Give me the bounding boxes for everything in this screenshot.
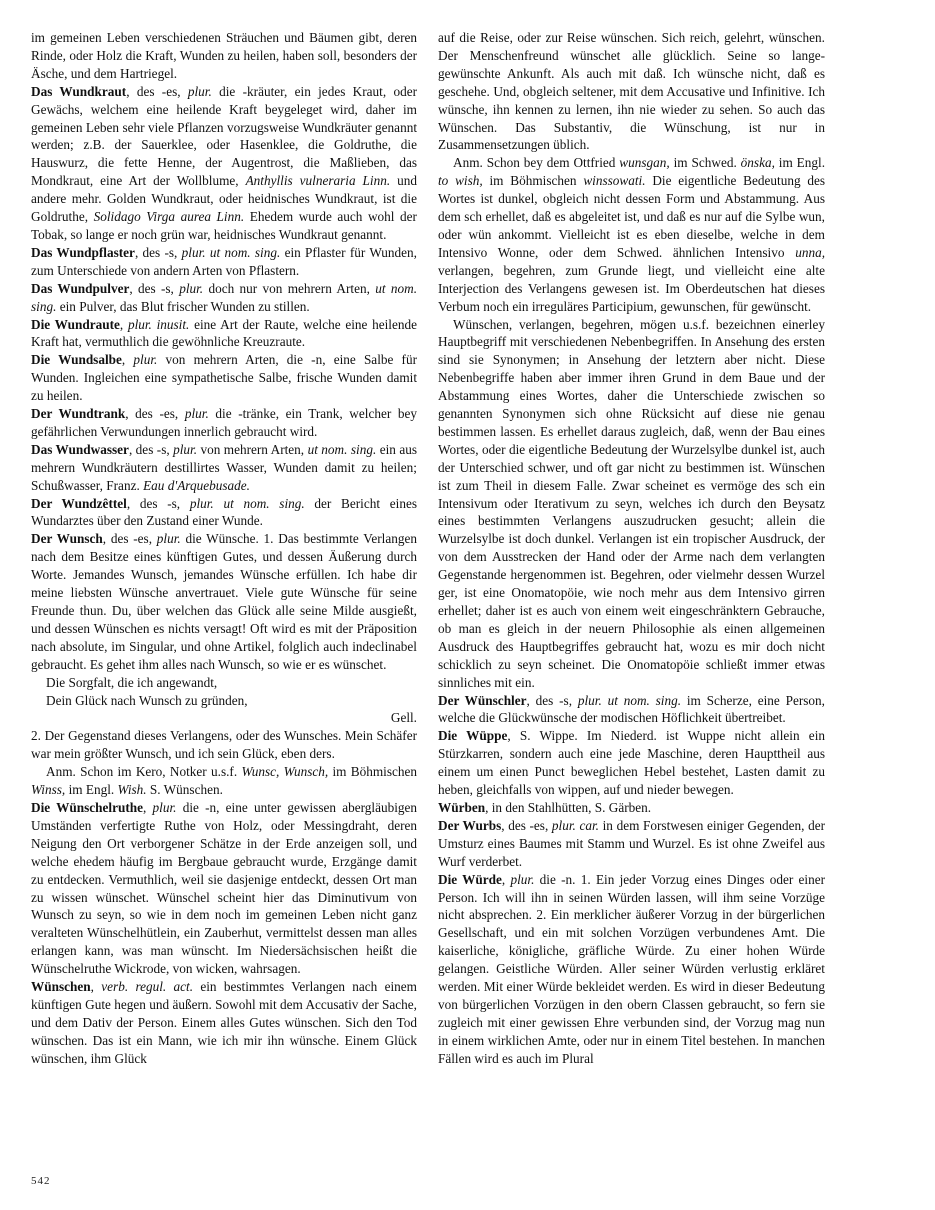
italic-text: plur. inusit. xyxy=(127,316,190,332)
text-run: , des -s, xyxy=(129,280,180,296)
text-run: verlangen, begehren, zum Grunde liegt, und vielleicht eine alte Interjection des Verlangens gewesen ist. Im Oberdeutschen hat dieses Verbum noch ein irreguläres Participium, gewunschen, für gewünscht. xyxy=(438,262,825,314)
text-run: ein Pflaster für Wunden, zum Unterschiede von andern Arten von Pflastern. xyxy=(31,244,417,278)
right-column xyxy=(438,29,825,1068)
left-paragraph xyxy=(31,351,417,405)
text-run: , des -s, xyxy=(134,244,182,260)
text-run: eine Art der Raute, welche eine heilende Kraft hat, vermuthlich die gewöhnliche Kreuzraute. xyxy=(31,316,417,350)
italic-text: plur. xyxy=(133,352,158,368)
italic-text: winssowati. xyxy=(583,173,646,189)
headword: Die Wüppe xyxy=(438,728,508,744)
text-run: , des -es, xyxy=(501,817,552,833)
text-run: Anm. Schon bey dem Ottfried xyxy=(453,155,620,171)
text-run: im Schwed. xyxy=(669,155,741,171)
italic-text: plur. xyxy=(179,280,204,296)
left-paragraph xyxy=(31,280,417,316)
italic-text: wunsgan, xyxy=(619,155,670,171)
italic-text: Wish. xyxy=(117,782,147,798)
italic-text: unna, xyxy=(795,244,825,260)
text-run: die -n. 1. Ein jeder Vorzug eines Dinges oder einer Person. Ich will ihn in seinen Würden lassen, will ihm seine Vorzüge nicht absprechen. 2. Ein merklicher äußerer Vorzug in der bürgerlichen Gesellschaft, und ein mit solchen Vorzügen verbundenes Amt. Die kaiserliche, königliche, gräfliche Würde. Zu einer hohen Würde gelangen. Geistliche Würden. Aller seiner Würden verlustig erkläret werden. Mit einer Würde bekleidet werden. Es wird in dieser Bedeutung von bürgerlichen Vorzügen in den obern Classen gebraucht, so fern sie zugleich mit einer gewissen Ehre verbunden sind, der Vorzug mag nun in einem wirklichen Amte, oder nur in einem Titel bestehen. In manchen Fällen wird es auch im Plural xyxy=(438,871,825,1066)
text-run: , des -es, xyxy=(125,406,185,422)
page-number: 542 xyxy=(31,1175,51,1187)
left-paragraph xyxy=(31,495,417,531)
italic-text: to wish, xyxy=(438,173,483,189)
italic-text: plur. xyxy=(156,531,181,547)
left-paragraph xyxy=(31,692,417,710)
text-run: , des -s, xyxy=(526,692,578,708)
text-run: , S. Wippe. Im Niederd. ist Wuppe nicht allein ein Stürzkarren, sondern auch eine jede Maschine, deren Haupttheil aus einem um einen Punct beweglichen Hebel bestehet, Lasten damit zu heben, gleichfalls von wippen, auf und nieder bewegen. xyxy=(438,728,825,798)
italic-text: plur. ut nom. sing. xyxy=(189,495,305,511)
italic-text: önska, xyxy=(740,155,775,171)
text-run: , xyxy=(90,979,102,995)
headword: Würben xyxy=(438,799,486,815)
italic-text: plur. xyxy=(152,799,177,815)
left-paragraph xyxy=(31,441,417,495)
text-run: in dem Forstwesen einiger Gegenden, der Umsturz eines Baumes mit Stamm und Wurzel. Es ist ohne Zweifel aus Wurf verderbet. xyxy=(438,817,825,869)
headword: Der Wundtrank xyxy=(31,406,126,422)
italic-text: plur. xyxy=(184,406,209,422)
left-paragraph xyxy=(31,29,417,83)
headword: Das Wundpulver xyxy=(31,280,130,296)
italic-text: Wunsc, Wunsch, xyxy=(241,764,329,780)
text-run: die -n, eine unter gewissen abergläubigen Umständen verfertigte Ruthe von Holz, oder Messingdraht, deren Neigung den Ort verborgener Schätze in der Erde anzeigen soll, und welche ehedem häufig im Bergbaue gebraucht wurde, Erzgänge damit zu entdecken. Vermuthlich, weil sie dasjenige entdeckt, dessen Ort man zu wissen wünschet. Wünschel scheint hier das Diminutivum von Wunsch zu seyn, so wie in dem noch im gemeinen Leben nicht ganz veralteten Wünschelhütlein, ein Zauberhut, vermittelst dessen man alles erlangen kann, was man wünscht. Im Niedersächsischen heißt die Wünschelruthe Wickrode, von wicken, wahrsagen. xyxy=(31,799,418,977)
text-run: im Scherze, eine Person, welche die Glückwünsche der modischen Höflichkeit übertreibet. xyxy=(438,692,825,726)
right-paragraph xyxy=(438,817,825,871)
italic-text: plur. ut nom. sing. xyxy=(577,692,682,708)
text-run: die -kräuter, ein jedes Kraut, oder Gewächs, welchem eine heilende Kraft beygeleget wird, daher im gemeinen Leben sehr viele Pflanzen vorzugsweise Wundkräuter genannt werden; z.B. der Sauerklee, oder Hasenklee, die Goldruthe, die Hauswurz, die fette Henne, der Augentrost, die Maßlieben, das Mondkraut, eine Art der Wollblume, xyxy=(31,83,417,189)
right-paragraph xyxy=(438,871,825,1068)
text-run: , des -es, xyxy=(102,531,157,547)
text-run: , in den Stahlhütten, S. Gärben. xyxy=(485,799,652,815)
left-paragraph xyxy=(31,709,417,727)
headword: Das Wundpflaster xyxy=(31,244,135,260)
headword: Das Wundkraut xyxy=(31,83,127,99)
headword: Der Wundzêttel xyxy=(31,495,127,511)
text-run: , des -s, xyxy=(128,441,174,457)
text-run: die -tränke, ein Trank, welcher bey gefährlichen Verwundungen innerlich gebraucht wird. xyxy=(31,406,417,439)
left-paragraph xyxy=(31,83,417,244)
headword: Die Würde xyxy=(438,871,502,887)
text-run: von mehrern Arten, die -n, eine Salbe für Wunden. Ingleichen eine sympathetische Salbe, frische Wunden damit zu heilen. xyxy=(31,352,418,404)
left-column xyxy=(31,29,417,1068)
left-paragraph xyxy=(31,978,417,1068)
text-run: 2. Der Gegenstand dieses Verlangens, oder des Wunsches. Mein Schäfer war mein größter Wunsch, und ich sein Glück, eben ders. xyxy=(31,728,417,762)
left-paragraph xyxy=(31,316,417,352)
text-run: von mehrern Arten, xyxy=(197,441,308,457)
headword: Das Wundwasser xyxy=(31,441,129,457)
right-paragraph xyxy=(438,692,825,728)
left-paragraph xyxy=(31,763,417,799)
text-run: , des -s, xyxy=(126,495,190,511)
text-run: , des -es, xyxy=(126,83,188,99)
text-run: im Böhmischen xyxy=(482,173,584,189)
text-run: im Böhmischen xyxy=(328,764,417,780)
italic-text: plur. xyxy=(173,441,198,457)
left-paragraph xyxy=(31,799,417,978)
italic-text: plur. car. xyxy=(551,817,599,833)
left-paragraph xyxy=(31,405,417,441)
text-run: und andere mehr. Golden Wundkraut, oder heidnisches Wundkraut, ist die Goldruthe, xyxy=(31,173,417,225)
text-run: der Bericht eines Wundarztes über den Zustand einer Wunde. xyxy=(31,495,417,529)
right-paragraph xyxy=(438,154,825,315)
italic-text: Winss, xyxy=(31,782,66,798)
text-run: ein Pulver, das Blut frischer Wunden zu stillen. xyxy=(56,298,310,314)
right-paragraph xyxy=(438,799,825,817)
right-paragraph xyxy=(438,29,825,154)
headword: Die Wünschelruthe xyxy=(31,799,143,815)
left-paragraph xyxy=(31,674,417,692)
text-run: Gell. xyxy=(390,710,417,726)
text-run: auf die Reise, oder zur Reise wünschen. Sich reich, gelehrt, wünschen. Der Menschenfreund wünschet alle glücklich. Seine so lange-gewünschte Ankunft. Als auch mit daß. Ich wünsche nicht, daß es geschehe. Und, obgleich seltener, mit dem Accusative und Infinitive. Ich wünsche, ihn kennen zu lernen, ihn nie wieder zu sehen. So auch das Wünschen. Das Substantiv, die Wünschung, ist nur in Zusammensetzungen üblich. xyxy=(438,30,825,153)
headword: Die Wundraute xyxy=(31,316,120,332)
italic-text: ut nom. sing. xyxy=(307,441,377,457)
text-run: Die eigentliche Bedeutung des Wortes ist dunkel, obgleich nicht dessen Form und Abstammung. Aus dem sch erhellet, daß es abgeleitet ist, und daß es nur auf die Sylbe wun, oder wün ankommt. Vielleicht ist es eben dieselbe, welche in dem Intensivo Wonne, oder dem Schwed. ähnlichen Intensivo xyxy=(438,173,826,260)
italic-text: verb. regul. act. xyxy=(101,979,194,995)
italic-text: plur. xyxy=(187,83,212,99)
left-paragraph xyxy=(31,530,417,673)
text-run: ein aus mehrern Wundkräutern destillirtes Wasser, Wunden damit zu heilen; Schußwasser, Franz. xyxy=(31,441,418,493)
italic-text: Eau d'Arquebusade. xyxy=(143,477,250,493)
headword: Der Wünschler xyxy=(438,692,527,708)
italic-text: Solidago Virga aurea Linn. xyxy=(93,209,245,225)
text-run: Anm. Schon im Kero, Notker u.s.f. xyxy=(46,764,242,780)
text-run: Wünschen, verlangen, begehren, mögen u.s.f. bezeichnen einerley Hauptbegriff mit verschiedenen Nebenbegriffen. In Ansehung des ersten sind sie Synonymen; in Ansehung der letztern aber nicht. Diese Nebenbegriffe haben aber immer ihren Grund in dem Baue und der Abstammung eines Wortes, daher die Unterschiede zwischen so genannten Synonymen sich ohne Rücksicht auf diese nie genau bestimmen lassen. Es erhellet daraus zugleich, daß, wenn der Bau eines Wortes, oder die eigentliche Bedeutung der Wurzelsylbe dunkel ist, auch der Unterschied schwer, und oft gar nicht zu bestimmen ist. Wünschen ist zum Theil in diesem Falle. Zwar scheinet es vermöge des sch ein Intensivum oder Iterativum zu seyn, welches ich durch den Beysatz eines bestimmten Verlangens auszudrucken gesucht; allein die Wurzelsylbe ist doch dunkel. Verlangen ist ein tropischer Ausdruck, der von dem Ausstrecken der Hand oder der Arme nach dem verlangten Gegenstande hergenommen ist. Begehren, oder vielmehr dessen Wurzel ger, ist eine Onomatopöie, wie noch mehr aus dem Intensivo girren erhellet; daher ist es auch von einem weit eingeschränktern Gebrauche, ob man es gleich in der neuern Philosophie als einen allgemeinen Ausdruck des Hauptbegriffes gebraucht hat, wozu es mir doch nicht schicklich zu seyn scheinet. Die Onomatopöie schließt immer etwas sinnliches mit ein. xyxy=(438,316,825,690)
text-run: Die Sorgfalt, die ich angewandt, xyxy=(46,674,218,690)
italic-text: ut nom. sing. xyxy=(31,280,418,314)
text-run: im Engl. xyxy=(774,155,826,171)
left-paragraph xyxy=(31,727,417,763)
text-run: Dein Glück nach Wunsch zu gründen, xyxy=(46,692,248,708)
text-run: S. Wünschen. xyxy=(146,782,223,798)
headword: Die Wundsalbe xyxy=(31,352,122,368)
right-paragraph xyxy=(438,727,825,799)
italic-text: plur. xyxy=(510,871,535,887)
headword: Wünschen xyxy=(31,979,91,995)
text-run: die Wünsche. 1. Das bestimmte Verlangen nach dem Besitze eines künftigen Gutes, und dessen Äußerung durch Worte. Jemandes Wunsch, jemandes Wünsche erfüllen. Ich habe dir meine liebsten Wünsche anvertrauet. Viele gute Wünsche für seine Freunde thun. Du, über welchen das Glück alle seine Milde ausgießt, und dessen Wünschen es nichts versagt! Oft wird es mit der Präposition nach absolute, im Singular, und ohne Artikel, folglich auch indeclinabel gebraucht. Es gehet ihm alles nach Wunsch, so wie er es wünschet. xyxy=(31,531,417,672)
text-run: Ehedem wurde auch wohl der Tobak, so lange er noch grün war, heidnisches Wundkraut genannt. xyxy=(31,209,417,242)
text-run: im gemeinen Leben verschiedenen Sträuchen und Bäumen gibt, deren Rinde, oder Holz die Kraft, Wunden zu heilen, haben soll, besonders der Äsche, und dem Hartriegel. xyxy=(31,30,417,81)
text-run: doch nur von mehrern Arten, xyxy=(203,280,376,296)
headword: Der Wunsch xyxy=(31,531,103,547)
left-paragraph xyxy=(31,244,417,280)
text-run: ein bestimmtes Verlangen nach einem künftigen Gute hegen und äußern. Sowohl mit dem Accusativ der Sache, und dem Dativ der Person. Einem alles Gutes wünschen. Sich den Tod wünschen. Das ist ein Mann, wie ich mir ihn wünsche. Einem Glück wünschen, ihm Glück xyxy=(31,979,417,1066)
text-run: , xyxy=(121,352,134,368)
italic-text: plur. ut nom. sing. xyxy=(181,244,281,260)
italic-text: Anthyllis vulneraria Linn. xyxy=(245,173,391,189)
text-run: , xyxy=(119,316,128,332)
headword: Der Wurbs xyxy=(438,817,502,833)
text-run: im Engl. xyxy=(65,782,118,798)
text-run: , xyxy=(142,799,153,815)
right-paragraph xyxy=(438,316,825,692)
text-run: , xyxy=(501,871,511,887)
